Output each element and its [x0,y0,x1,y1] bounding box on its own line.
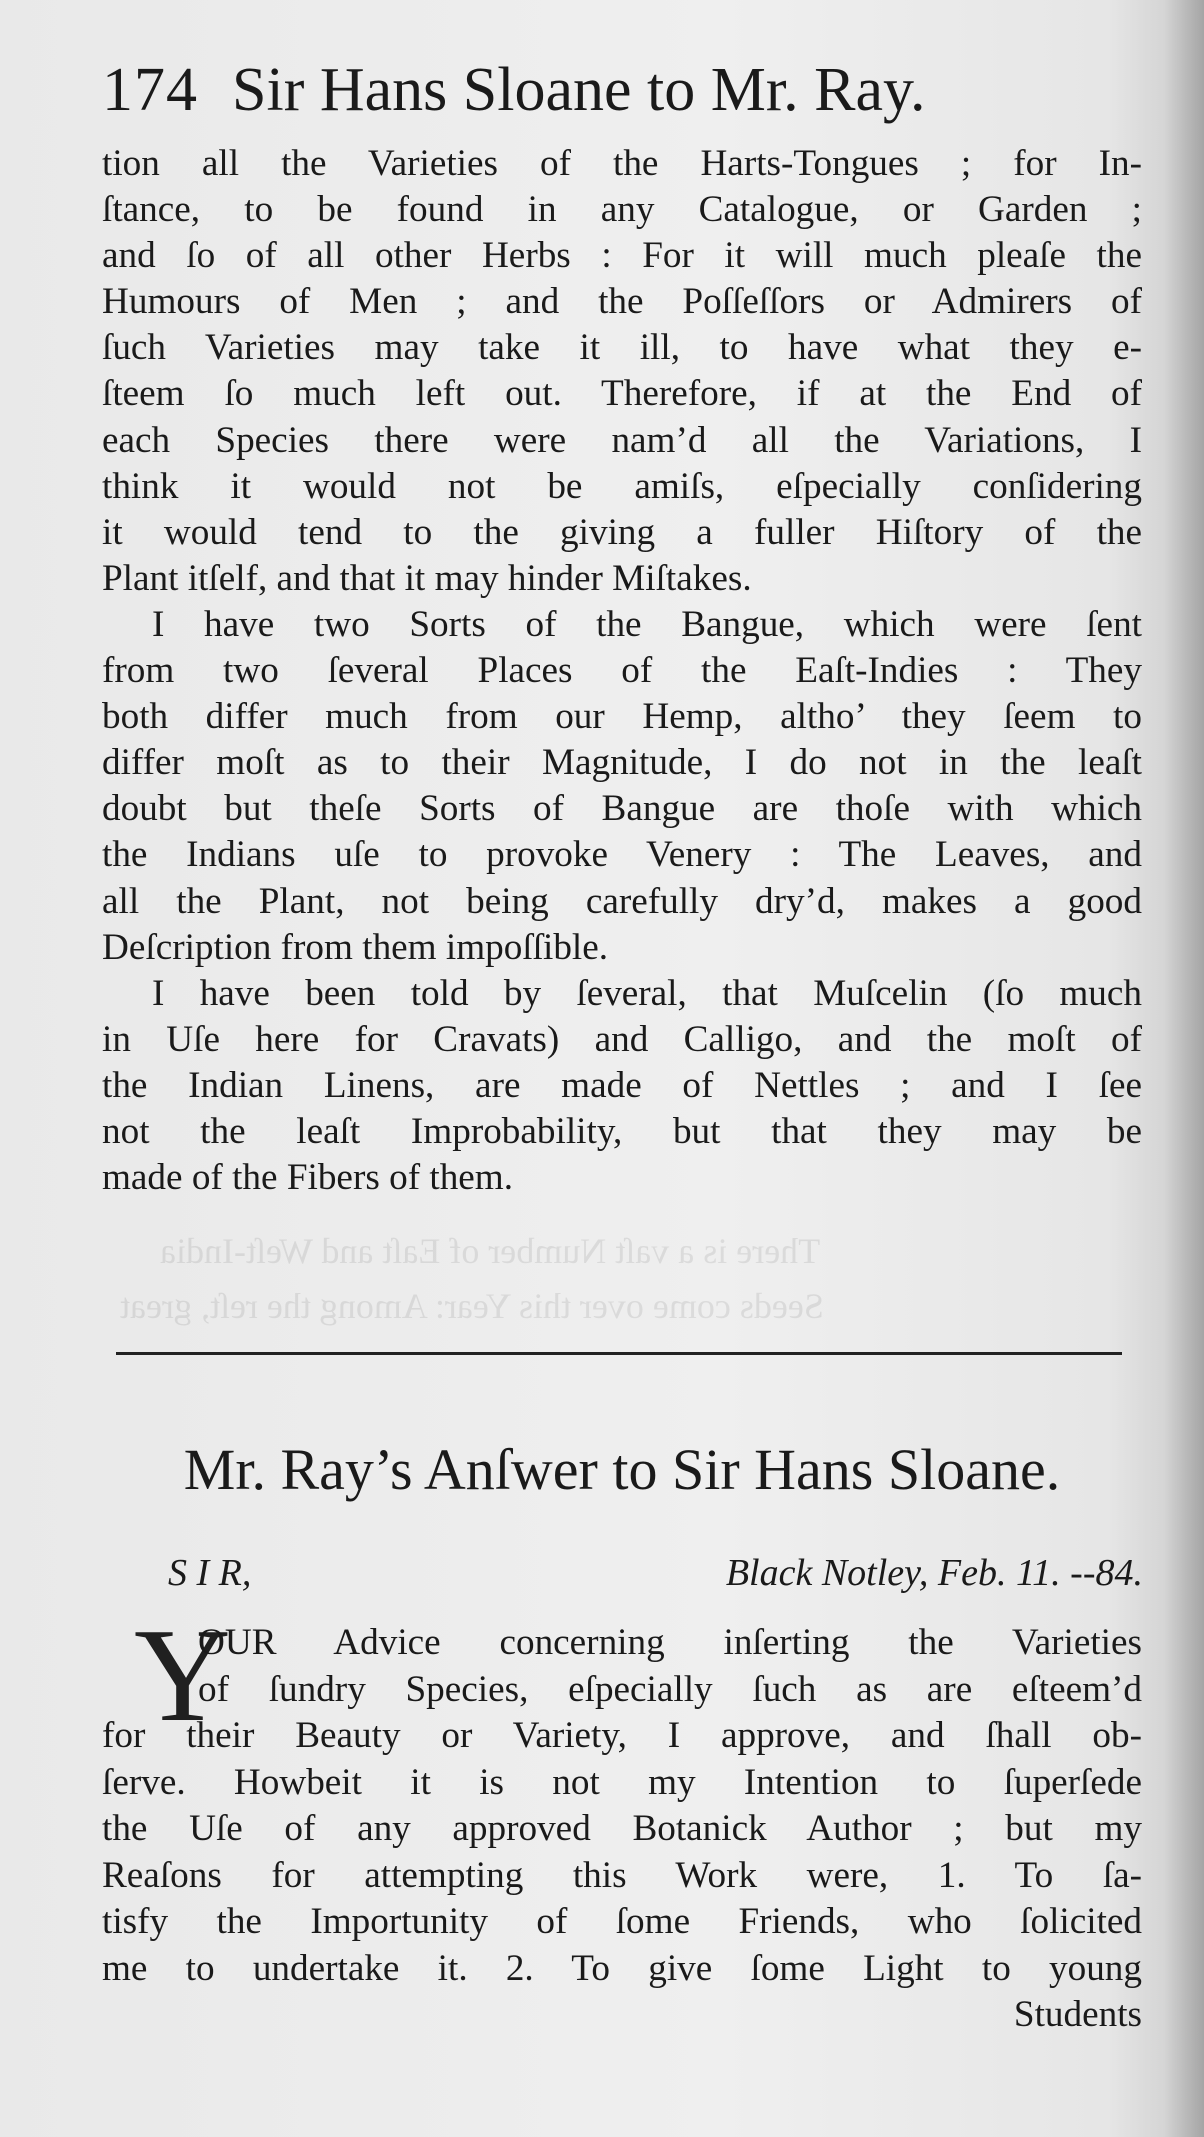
text-line: think it would not be amiſs, eſpecially conſidering [102,465,1142,507]
show-through-text: There is a vaſt Number of Eaſt and Weſt-India [160,1231,821,1271]
text-line: Reaſons for attempting this Work were, 1. To ſa- [102,1854,1142,1896]
text-line: and ſo of all other Herbs : For it will much pleaſe the [102,235,1142,277]
text-line: the Indian Linens, are made of Nettles ; and I ſee [102,1064,1142,1106]
text-line: of ſundry Species, eſpecially ſuch as are eſteem’d [198,1668,1142,1710]
letter-heading [168,1548,1143,1598]
letter-text [102,1601,1142,2039]
running-header [102,48,1142,132]
catchword: Students [1013,1994,1142,2035]
body-text [102,141,1142,1201]
text-line: ſtance, to be found in any Catalogue, or Garden ; [102,189,1142,231]
text-line: not the leaſt Improbability, but that they may be [102,1110,1142,1152]
text-line: it would tend to the giving a fuller Hiſtory of the [102,511,1142,553]
text-line: Plant itſelf, and that it may hinder Miſtakes. [102,557,752,599]
show-through-text: Seeds come over this Year: Among the reſt, great [120,1286,824,1326]
text-line: doubt but theſe Sorts of Bangue are thoſe with which [102,788,1142,830]
text-line: from two ſeveral Places of the Eaſt-Indies : They [102,650,1142,692]
section-divider [116,1352,1122,1355]
drop-cap: Y [134,1601,231,1749]
page-gutter-shadow [1164,0,1204,2137]
text-line: I have been told by ſeveral, that Muſcelin (ſo much [152,972,1142,1014]
text-line: ſerve. Howbeit it is not my Intention to ſuperſede [102,1761,1142,1803]
salutation: S I R, [168,1552,252,1594]
text-line: the Uſe of any approved Botanick Author ; but my [102,1808,1142,1849]
text-line: both differ much from our Hemp, altho’ they ſeem to [102,696,1142,738]
section-title: Mr. Ray’s Anſwer to Sir Hans Sloane. [183,1437,1061,1502]
text-line: tisfy the Importunity of ſome Friends, who ſolicited [102,1901,1142,1942]
page-number: 174 [102,56,198,124]
text-line: Deſcription from them impoſſible. [102,926,609,968]
text-line: tion all the Varieties of the Harts-Tongues ; for In- [102,143,1142,184]
text-line: each Species there were nam’d all the Variations, I [102,419,1142,461]
text-line: in Uſe here for Cravats) and Calligo, and the moſt of [102,1018,1142,1060]
text-line: the Indians uſe to provoke Venery : The Leaves, and [102,834,1142,876]
text-line: I have two Sorts of the Bangue, which were ſent [152,603,1142,645]
text-line: Humours of Men ; and the Poſſeſſors or Admirers of [102,281,1142,323]
text-line: OUR Advice concerning inſerting the Varieties [198,1622,1142,1663]
text-line: all the Plant, not being carefully dry’d, makes a good [102,880,1142,922]
text-line: differ moſt as to their Magnitude, I do not in the leaſt [102,742,1142,784]
text-line: ſteem ſo much left out. Therefore, if at the End of [102,373,1142,415]
text-line: me to undertake it. 2. To give ſome Light to young [102,1947,1142,1989]
running-title: Sir Hans Sloane to Mr. Ray. [232,56,926,124]
text-line: ſuch Varieties may take it ill, to have what they e- [102,327,1142,369]
text-line: made of the Fibers of them. [102,1157,514,1199]
place-date: Black Notley, Feb. 11. --84. [725,1552,1143,1594]
text-line: for their Beauty or Variety, I approve, and ſhall ob- [102,1715,1142,1756]
